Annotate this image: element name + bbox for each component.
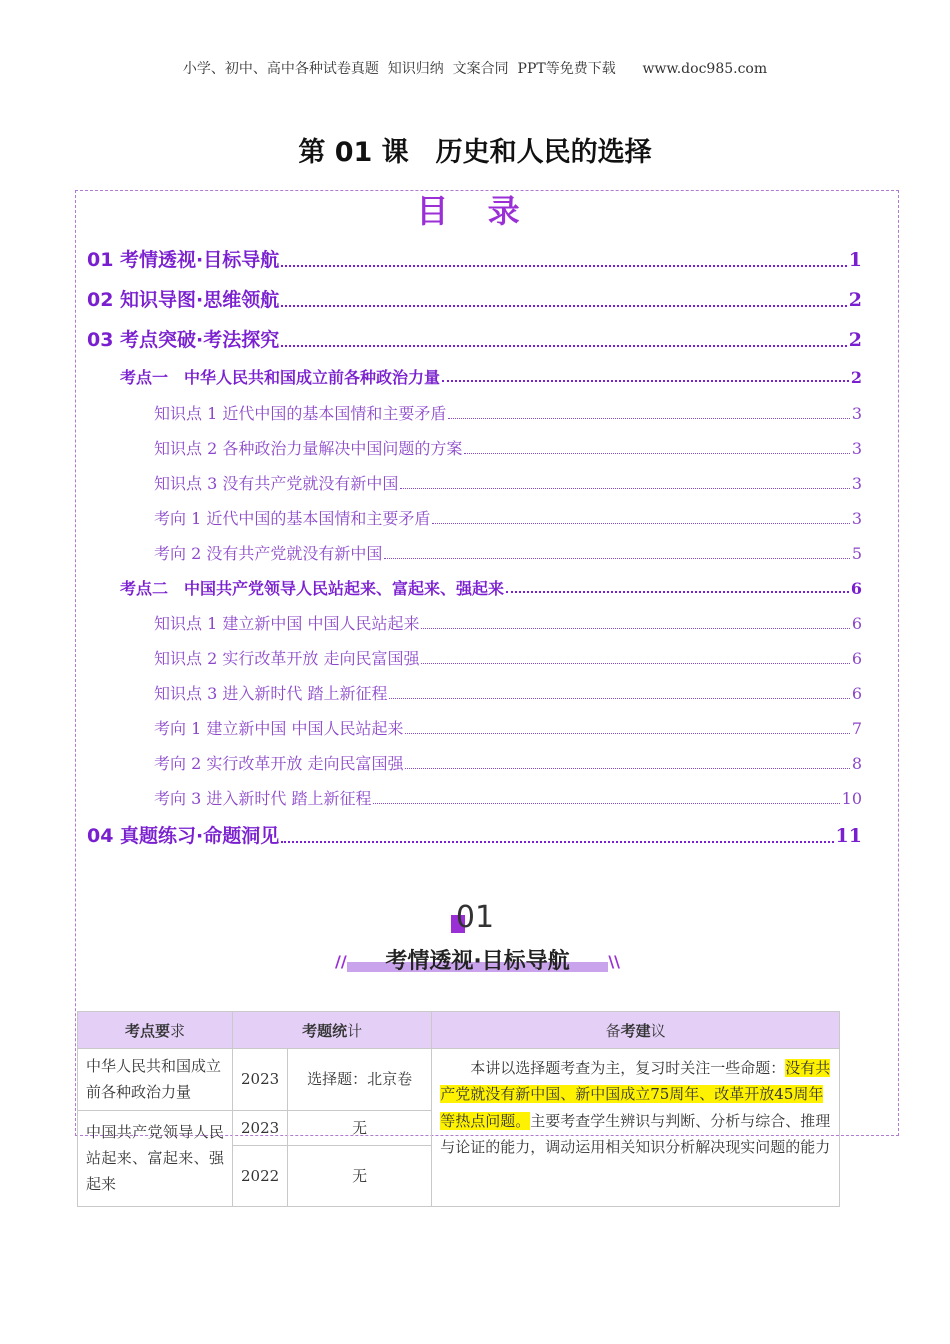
toc-entry-zhishi-1-2[interactable]: 知识点 2 各种政治力量解决中国问题的方案 3 [154, 439, 862, 458]
toc-entry-zhishi-1-1[interactable]: 知识点 1 近代中国的基本国情和主要矛盾 3 [154, 404, 862, 423]
header-exam-point: 考点要求 [78, 1012, 233, 1049]
cell-exam-point: 中华人民共和国成立前各种政治力量 [78, 1049, 233, 1111]
toc-entry-02[interactable]: 02 知识导图·思维领航 2 [87, 289, 862, 311]
toc-entry-kaoxiang-2-1[interactable]: 考向 1 建立新中国 中国人民站起来 7 [154, 719, 862, 738]
toc-entry-kaodian-2[interactable]: 考点二 中国共产党领导人民站起来、富起来、强起来 6 [120, 579, 862, 598]
toc-entry-kaodian-1[interactable]: 考点一 中华人民共和国成立前各种政治力量 2 [120, 368, 862, 387]
table-row [78, 1049, 840, 1111]
toc-entry-01[interactable]: 01 考情透视·目标导航 1 [87, 249, 862, 271]
page-header: 小学、初中、高中各种试卷真题 知识归纳 文案合同 PPT等免费下载 www.doc985.com [182, 61, 768, 77]
section-banner [335, 944, 620, 976]
table-header-row [78, 1012, 840, 1049]
advice-highlight: 没有共产党就没有新中国、新中国成立75周年、改革开放45周年等热点问题。 [440, 1059, 831, 1130]
double-slash-left-icon: // [335, 952, 347, 971]
toc-heading: 目 录 [416, 192, 534, 230]
toc-entry-zhishi-1-3[interactable]: 知识点 3 没有共产党就没有新中国 3 [154, 474, 862, 493]
toc-entry-kaoxiang-1-2[interactable]: 考向 2 没有共产党就没有新中国 5 [154, 544, 862, 563]
lesson-title: 第 01 课 历史和人民的选择 [298, 137, 652, 168]
toc-entry-04[interactable]: 04 真题练习·命题洞见 11 [87, 825, 862, 847]
section-number: 01 [455, 900, 495, 935]
toc-entry-03[interactable]: 03 考点突破·考法探究 2 [87, 329, 862, 351]
cell-stat: 无 [288, 1110, 432, 1145]
toc-entry-zhishi-2-2[interactable]: 知识点 2 实行改革开放 走向民富国强 6 [154, 649, 862, 668]
toc-entry-kaoxiang-2-2[interactable]: 考向 2 实行改革开放 走向民富国强 8 [154, 754, 862, 773]
section-title: 考情透视·目标导航 [385, 949, 570, 974]
cell-exam-point: 中国共产党领导人民站起来、富起来、强起来 [78, 1110, 233, 1206]
toc-entry-kaoxiang-2-3[interactable]: 考向 3 进入新时代 踏上新征程 10 [154, 789, 862, 808]
toc-entry-zhishi-2-1[interactable]: 知识点 1 建立新中国 中国人民站起来 6 [154, 614, 862, 633]
cell-year: 2022 [233, 1145, 288, 1206]
exam-analysis-table [77, 1011, 840, 1207]
cell-stat: 无 [288, 1145, 432, 1206]
header-exam-stats: 考题统计 [233, 1012, 432, 1049]
toc-entry-zhishi-2-3[interactable]: 知识点 3 进入新时代 踏上新征程 6 [154, 684, 862, 703]
header-advice: 备考建议 [432, 1012, 840, 1049]
cell-stat: 选择题：北京卷 [288, 1049, 432, 1111]
cell-year: 2023 [233, 1110, 288, 1145]
double-slash-right-icon: \\ [608, 952, 620, 971]
cell-year: 2023 [233, 1049, 288, 1111]
cell-advice: 本讲以选择题考查为主，复习时关注一些命题：没有共产党就没有新中国、新中国成立75周年、改革开放45周年等热点问题。主要考查学生辨识与判断、分析与综合、推理与论证的能力，调动运用相关知识分析解决现实问题的能力 [432, 1049, 840, 1207]
toc-entry-kaoxiang-1-1[interactable]: 考向 1 近代中国的基本国情和主要矛盾 3 [154, 509, 862, 528]
